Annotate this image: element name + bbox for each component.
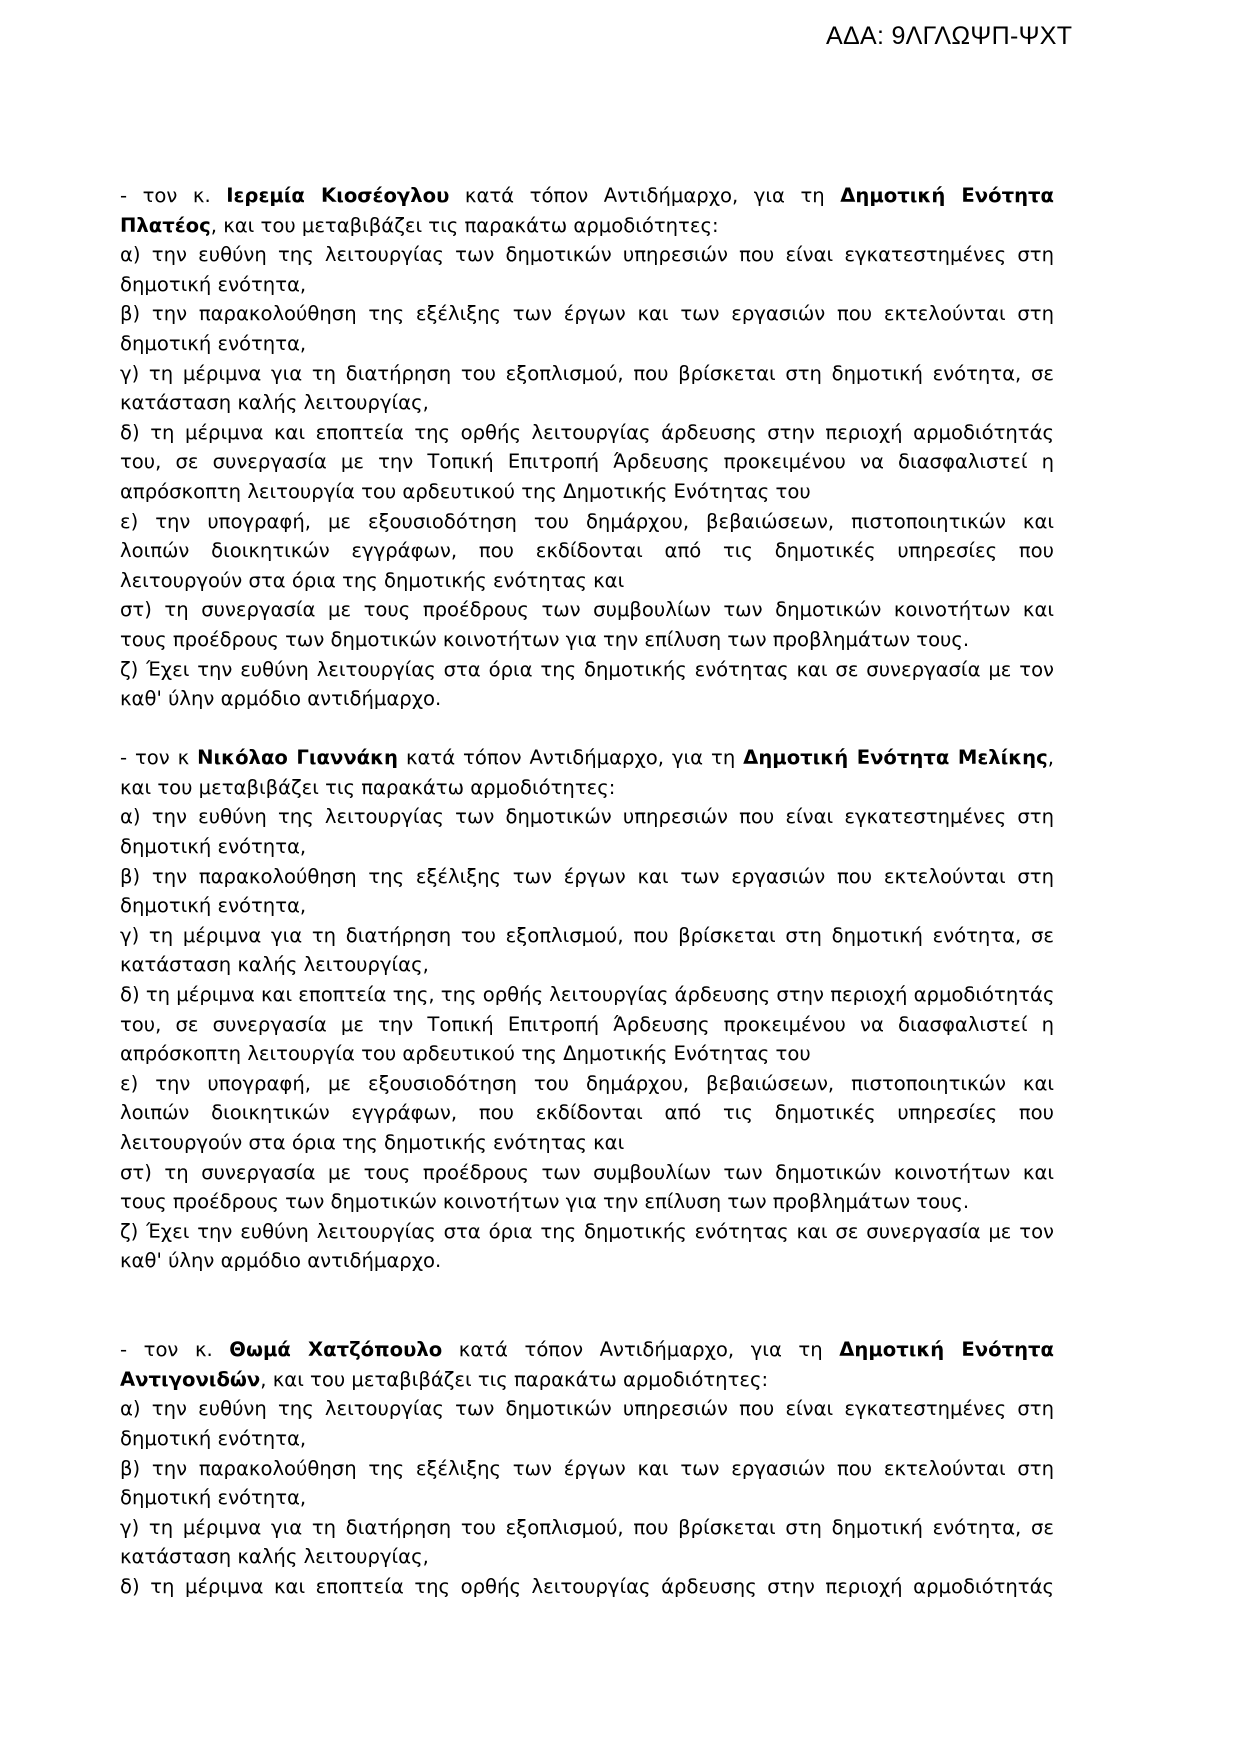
s1-line-13: λοιπών διοικητικών εγγράφων, που εκδίδονται από τις δημοτικές υπηρεσίες που — [120, 539, 1054, 563]
s3-line-8: κατάσταση καλής λειτουργίας, — [120, 1545, 429, 1569]
s3-unit-name-1: Δημοτική Ενότητα — [839, 1338, 1054, 1362]
s2-line-5: β) την παρακολούθηση της εξέλιξης των έργων και των εργασιών που εκτελούνται στη — [120, 864, 1054, 888]
s3-line-1: - τον κ. Θωμά Χατζόπουλο κατά τόπον Αντιδήμαρχο, για τη Δημοτική Ενότητα — [120, 1338, 1054, 1362]
s1-line-6: δημοτική ενότητα, — [120, 331, 307, 355]
s1-line-10: του, σε συνεργασία με την Τοπική Επιτροπή Άρδευσης προκειμένου να διασφαλιστεί η — [120, 450, 1054, 474]
paragraph-gap — [120, 1276, 1054, 1335]
s2-line-6: δημοτική ενότητα, — [120, 894, 307, 918]
s2-line-13: λοιπών διοικητικών εγγράφων, που εκδίδονται από τις δημοτικές υπηρεσίες που — [120, 1101, 1054, 1125]
s2-line-17: ζ) Έχει την ευθύνη λειτουργίας στα όρια της δημοτικής ενότητας και σε συνεργασία με τον — [120, 1219, 1054, 1243]
s2-line-16: τους προέδρους των δημοτικών κοινοτήτων για την επίλυση των προβλημάτων τους. — [120, 1190, 970, 1214]
s2-line-8: κατάσταση καλής λειτουργίας, — [120, 953, 429, 977]
s3-line-9: δ) τη μέριμνα και εποπτεία της ορθής λειτουργίας άρδευσης στην περιοχή αρμοδιότητάς — [120, 1574, 1054, 1598]
s1-line-16: τους προέδρους των δημοτικών κοινοτήτων για την επίλυση των προβλημάτων τους. — [120, 627, 970, 651]
s3-line-7: γ) τη μέριμνα για τη διατήρηση του εξοπλισμού, που βρίσκεται στη δημοτική ενότητα, σε — [120, 1515, 1054, 1539]
s1-person-name: Ιερεμία Κιοσέογλου — [226, 184, 450, 207]
s2-person-name: Νικόλαο Γιαννάκη — [197, 746, 399, 770]
s1-line-2: Πλατέος, και του μεταβιβάζει τις παρακάτω αρμοδιότητες: — [120, 213, 719, 237]
s1-line-11: απρόσκοπτη λειτουργία του αρδευτικού της Δημοτικής Ενότητας του — [120, 479, 811, 503]
s1-line-17: ζ) Έχει την ευθύνη λειτουργίας στα όρια της δημοτικής ενότητας και σε συνεργασία με τον — [120, 657, 1054, 681]
s1-line-8: κατάσταση καλής λειτουργίας, — [120, 391, 429, 415]
s2-line-12: ε) την υπογραφή, με εξουσιοδότηση του δημάρχου, βεβαιώσεων, πιστοποιητικών και — [120, 1071, 1054, 1095]
s2-line-7: γ) τη μέριμνα για τη διατήρηση του εξοπλισμού, που βρίσκεται στη δημοτική ενότητα, σε — [120, 923, 1054, 947]
s1-unit-name-1: Δημοτική Ενότητα — [840, 184, 1054, 207]
s2-line-9: δ) τη μέριμνα και εποπτεία της, της ορθής λειτουργίας άρδευσης στην περιοχή αρμοδιότητάς — [120, 983, 1054, 1007]
s3-line-2: Αντιγονιδών, και του μεταβιβάζει τις παρακάτω αρμοδιότητες: — [120, 1367, 769, 1391]
s1-line-1: - τον κ. Ιερεμία Κιοσέογλου κατά τόπον Αντιδήμαρχο, για τη Δημοτική Ενότητα — [120, 184, 1054, 207]
ada-header: ΑΔΑ: 9ΛΓΛΩΨΠ-ΨΧΤ — [826, 22, 1073, 50]
s1-unit-name-2: Πλατέος — [120, 213, 211, 237]
paragraph-gap — [120, 714, 1054, 744]
s2-line-11: απρόσκοπτη λειτουργία του αρδευτικού της Δημοτικής Ενότητας του — [120, 1042, 811, 1066]
s2-line-18: καθ' ύλην αρμόδιο αντιδήμαρχο. — [120, 1249, 442, 1273]
s2-unit-name: Δημοτική Ενότητα Μελίκης — [743, 746, 1048, 770]
s1-line-15: στ) τη συνεργασία με τους προέδρους των συμβουλίων των δημοτικών κοινοτήτων και — [120, 598, 1054, 622]
s3-line-5: β) την παρακολούθηση της εξέλιξης των έργων και των εργασιών που εκτελούνται στη — [120, 1456, 1054, 1480]
s2-line-4: δημοτική ενότητα, — [120, 835, 307, 859]
s2-line-10: του, σε συνεργασία με την Τοπική Επιτροπή Άρδευσης προκειμένου να διασφαλιστεί η — [120, 1012, 1054, 1036]
document-body — [120, 181, 1054, 1602]
s3-line-4: δημοτική ενότητα, — [120, 1426, 307, 1450]
s3-line-6: δημοτική ενότητα, — [120, 1486, 307, 1510]
s3-line-3: α) την ευθύνη της λειτουργίας των δημοτικών υπηρεσιών που είναι εγκατεστημένες στη — [120, 1397, 1054, 1421]
s1-line-9: δ) τη μέριμνα και εποπτεία της ορθής λειτουργίας άρδευσης στην περιοχή αρμοδιότητάς — [120, 420, 1054, 444]
s2-line-15: στ) τη συνεργασία με τους προέδρους των συμβουλίων των δημοτικών κοινοτήτων και — [120, 1160, 1054, 1184]
s2-line-14: λειτουργούν στα όρια της δημοτικής ενότητας και — [120, 1131, 625, 1154]
s3-person-name: Θωμά Χατζόπουλο — [229, 1338, 443, 1362]
s1-line-12: ε) την υπογραφή, με εξουσιοδότηση του δημάρχου, βεβαιώσεων, πιστοποιητικών και — [120, 509, 1054, 533]
s2-line-2: και του μεταβιβάζει τις παρακάτω αρμοδιότητες: — [120, 775, 616, 799]
s1-line-14: λειτουργούν στα όρια της δημοτικής ενότητας και — [120, 568, 625, 592]
s1-line-3: α) την ευθύνη της λειτουργίας των δημοτικών υπηρεσιών που είναι εγκατεστημένες στη — [120, 243, 1054, 267]
s1-line-4: δημοτική ενότητα, — [120, 272, 307, 296]
s1-line-5: β) την παρακολούθηση της εξέλιξης των έργων και των εργασιών που εκτελούνται στη — [120, 302, 1054, 326]
s1-line-7: γ) τη μέριμνα για τη διατήρηση του εξοπλισμού, που βρίσκεται στη δημοτική ενότητα, σε — [120, 361, 1054, 385]
s3-unit-name-2: Αντιγονιδών — [120, 1367, 261, 1391]
s2-line-3: α) την ευθύνη της λειτουργίας των δημοτικών υπηρεσιών που είναι εγκατεστημένες στη — [120, 805, 1054, 829]
s1-line-18: καθ' ύλην αρμόδιο αντιδήμαρχο. — [120, 687, 442, 711]
s2-line-1: - τον κ Νικόλαο Γιαννάκη κατά τόπον Αντιδήμαρχο, για τη Δημοτική Ενότητα Μελίκης, — [120, 746, 1054, 770]
